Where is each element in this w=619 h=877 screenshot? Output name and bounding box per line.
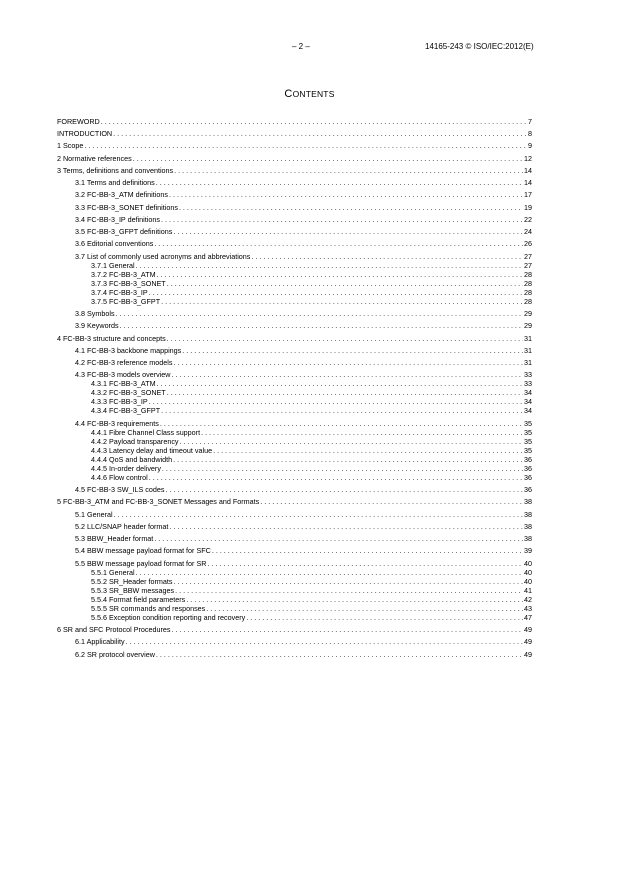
toc-leader-dots bbox=[169, 190, 523, 199]
toc-entry-label: 3.7.5 FC-BB-3_GFPT bbox=[91, 296, 161, 306]
toc-entry-page: 19 bbox=[524, 202, 532, 212]
toc-entry[interactable] bbox=[57, 613, 532, 622]
toc-entry[interactable] bbox=[57, 239, 532, 248]
toc-leader-dots bbox=[186, 595, 523, 604]
toc-leader-dots bbox=[174, 166, 523, 175]
toc-leader-dots bbox=[251, 252, 523, 261]
toc-entry[interactable] bbox=[57, 261, 532, 270]
toc-entry-label: 4.3.3 FC-BB-3_IP bbox=[91, 397, 148, 407]
toc-entry[interactable] bbox=[57, 586, 532, 595]
toc-entry-label: 4.4.3 Latency delay and timeout value bbox=[91, 445, 213, 455]
toc-leader-dots bbox=[136, 568, 523, 577]
toc-entry-label: 3.7.2 FC-BB-3_ATM bbox=[91, 269, 156, 279]
toc-entry-page: 38 bbox=[524, 509, 532, 519]
toc-entry[interactable] bbox=[57, 473, 532, 482]
toc-entry-label: 3.4 FC-BB-3_IP definitions bbox=[75, 214, 160, 224]
toc-leader-dots bbox=[167, 279, 523, 288]
toc-entry-page: 33 bbox=[524, 379, 532, 389]
toc-entry-page: 31 bbox=[524, 345, 532, 355]
toc-entry-label: 5.5.4 Format field parameters bbox=[91, 594, 186, 604]
toc-entry[interactable] bbox=[57, 166, 532, 175]
toc-entry-label: 4.3.2 FC-BB-3_SONET bbox=[91, 388, 166, 398]
toc-entry-label: 5.5 BBW message payload format for SR bbox=[75, 558, 207, 568]
toc-entry-label: 5.5.3 SR_BBW messages bbox=[91, 585, 175, 595]
toc-entry-page: 34 bbox=[524, 406, 532, 416]
toc-entry-page: 14 bbox=[524, 165, 532, 175]
toc-entry-page: 47 bbox=[524, 612, 532, 622]
toc-entry[interactable] bbox=[57, 117, 532, 126]
toc-entry-page: 41 bbox=[524, 585, 532, 595]
toc-entry[interactable] bbox=[57, 446, 532, 455]
toc-entry[interactable] bbox=[57, 270, 532, 279]
toc-entry-page: 38 bbox=[524, 497, 532, 507]
toc-entry-page: 38 bbox=[524, 534, 532, 544]
toc-entry-label: 5.5.1 General bbox=[91, 567, 135, 577]
toc-entry-page: 49 bbox=[524, 637, 532, 647]
toc-leader-dots bbox=[120, 321, 523, 330]
toc-leader-dots bbox=[149, 288, 523, 297]
toc-leader-dots bbox=[136, 261, 523, 270]
toc-entry[interactable] bbox=[57, 190, 532, 199]
toc-entry[interactable] bbox=[57, 388, 532, 397]
toc-entry-label: 4.5 FC-BB-3 SW_ILS codes bbox=[75, 485, 165, 495]
toc-entry[interactable] bbox=[57, 252, 532, 261]
toc-entry-label: 3.3 FC-BB-3_SONET definitions bbox=[75, 202, 178, 212]
toc-leader-dots bbox=[171, 370, 523, 379]
toc-entry-label: 3.1 Terms and definitions bbox=[75, 178, 155, 188]
toc-entry[interactable] bbox=[57, 370, 532, 379]
toc-entry-label: 3.2 FC-BB-3_ATM definitions bbox=[75, 190, 168, 200]
toc-entry-page: 39 bbox=[524, 546, 532, 556]
toc-entry-label: 3.6 Editorial conventions bbox=[75, 239, 154, 249]
toc-leader-dots bbox=[149, 473, 523, 482]
toc-entry-page: 28 bbox=[524, 269, 532, 279]
toc-leader-dots bbox=[156, 650, 523, 659]
toc-entry-page: 36 bbox=[524, 454, 532, 464]
toc-leader-dots bbox=[246, 613, 523, 622]
toc-leader-dots bbox=[175, 586, 523, 595]
toc-leader-dots bbox=[113, 129, 527, 138]
toc-leader-dots bbox=[173, 455, 523, 464]
toc-leader-dots bbox=[173, 227, 523, 236]
toc-entry[interactable] bbox=[57, 288, 532, 297]
toc-leader-dots bbox=[161, 406, 523, 415]
toc-entry-label: 5.5.6 Exception condition reporting and recovery bbox=[91, 612, 246, 622]
toc-entry-page: 24 bbox=[524, 227, 532, 237]
toc-leader-dots bbox=[207, 559, 523, 568]
toc-entry-label: 5.5.2 SR_Header formats bbox=[91, 576, 173, 586]
toc-leader-dots bbox=[206, 604, 523, 613]
toc-entry[interactable] bbox=[57, 455, 532, 464]
toc-entry[interactable] bbox=[57, 464, 532, 473]
toc-leader-dots bbox=[213, 446, 523, 455]
toc-entry-label: 3.9 Keywords bbox=[75, 321, 119, 331]
toc-entry-label: 4.2 FC-BB-3 reference models bbox=[75, 357, 173, 367]
toc-leader-dots bbox=[149, 397, 523, 406]
toc-entry-page: 31 bbox=[524, 333, 532, 343]
toc-leader-dots bbox=[171, 625, 523, 634]
table-of-contents bbox=[57, 117, 532, 659]
toc-leader-dots bbox=[173, 358, 523, 367]
toc-leader-dots bbox=[169, 522, 523, 531]
toc-entry-label: 4.4.1 Fibre Channel Class support bbox=[91, 427, 201, 437]
toc-entry-page: 35 bbox=[524, 445, 532, 455]
toc-entry-label: 5.2 LLC/SNAP header format bbox=[75, 521, 169, 531]
toc-entry-page: 35 bbox=[524, 427, 532, 437]
toc-leader-dots bbox=[179, 203, 523, 212]
toc-entry-page: 27 bbox=[524, 251, 532, 261]
toc-entry-label: 4 FC-BB-3 structure and concepts bbox=[57, 333, 166, 343]
toc-entry-page: 49 bbox=[524, 649, 532, 659]
toc-entry-label: INTRODUCTION bbox=[57, 129, 113, 139]
toc-entry-page: 29 bbox=[524, 321, 532, 331]
toc-entry-page: 27 bbox=[524, 260, 532, 270]
toc-leader-dots bbox=[167, 388, 523, 397]
toc-entry[interactable] bbox=[57, 522, 532, 531]
toc-entry-page: 28 bbox=[524, 296, 532, 306]
toc-entry[interactable] bbox=[57, 650, 532, 659]
toc-entry[interactable] bbox=[57, 406, 532, 415]
toc-entry-page: 42 bbox=[524, 594, 532, 604]
toc-leader-dots bbox=[157, 270, 523, 279]
toc-entry-page: 12 bbox=[524, 153, 532, 163]
toc-entry-label: 4.4 FC-BB-3 requirements bbox=[75, 418, 159, 428]
toc-entry-label: 4.4.2 Payload transparency bbox=[91, 436, 179, 446]
toc-entry-label: 6.1 Applicability bbox=[75, 637, 125, 647]
toc-entry-label: 5.5.5 SR commands and responses bbox=[91, 603, 206, 613]
toc-entry-page: 28 bbox=[524, 287, 532, 297]
toc-entry[interactable] bbox=[57, 379, 532, 388]
toc-entry[interactable] bbox=[57, 559, 532, 568]
toc-entry[interactable] bbox=[57, 203, 532, 212]
toc-entry-label: 3.5 FC-BB-3_GFPT definitions bbox=[75, 227, 173, 237]
toc-entry[interactable] bbox=[57, 346, 532, 355]
toc-entry[interactable] bbox=[57, 279, 532, 288]
toc-entry-page: 40 bbox=[524, 558, 532, 568]
toc-entry-label: 4.3 FC-BB-3 models overview bbox=[75, 370, 171, 380]
toc-entry-label: 6 SR and SFC Protocol Procedures bbox=[57, 625, 171, 635]
toc-entry[interactable] bbox=[57, 437, 532, 446]
toc-entry[interactable] bbox=[57, 637, 532, 646]
toc-entry-page: 34 bbox=[524, 388, 532, 398]
toc-leader-dots bbox=[260, 497, 523, 506]
toc-leader-dots bbox=[154, 534, 523, 543]
toc-entry[interactable] bbox=[57, 546, 532, 555]
toc-entry-label: 2 Normative references bbox=[57, 153, 132, 163]
toc-leader-dots bbox=[157, 379, 523, 388]
toc-entry-page: 17 bbox=[524, 190, 532, 200]
toc-entry[interactable] bbox=[57, 510, 532, 519]
toc-leader-dots bbox=[165, 485, 523, 494]
toc-entry-page: 40 bbox=[524, 576, 532, 586]
toc-leader-dots bbox=[161, 297, 523, 306]
toc-entry-page: 33 bbox=[524, 370, 532, 380]
toc-leader-dots bbox=[160, 419, 523, 428]
toc-entry-label: 4.1 FC-BB-3 backbone mappings bbox=[75, 345, 182, 355]
toc-entry[interactable] bbox=[57, 141, 532, 150]
toc-entry-page: 9 bbox=[528, 141, 532, 151]
toc-entry-page: 36 bbox=[524, 472, 532, 482]
toc-entry[interactable] bbox=[57, 297, 532, 306]
toc-entry[interactable] bbox=[57, 129, 532, 138]
toc-leader-dots bbox=[212, 546, 523, 555]
toc-entry-label: 1 Scope bbox=[57, 141, 84, 151]
toc-leader-dots bbox=[174, 577, 524, 586]
toc-leader-dots bbox=[126, 637, 523, 646]
toc-leader-dots bbox=[84, 141, 527, 150]
toc-entry[interactable] bbox=[57, 604, 532, 613]
toc-entry[interactable] bbox=[57, 321, 532, 330]
toc-entry-label: 4.4.4 QoS and bandwidth bbox=[91, 454, 173, 464]
toc-entry[interactable] bbox=[57, 334, 532, 343]
toc-leader-dots bbox=[167, 334, 523, 343]
toc-entry[interactable] bbox=[57, 534, 532, 543]
toc-entry-label: 5.1 General bbox=[75, 509, 113, 519]
toc-entry-label: 4.4.5 In-order delivery bbox=[91, 463, 161, 473]
toc-entry[interactable] bbox=[57, 358, 532, 367]
toc-entry[interactable] bbox=[57, 497, 532, 506]
toc-leader-dots bbox=[161, 215, 523, 224]
toc-entry-page: 7 bbox=[528, 117, 532, 126]
toc-entry-page: 29 bbox=[524, 309, 532, 319]
toc-entry-page: 28 bbox=[524, 278, 532, 288]
toc-leader-dots bbox=[116, 309, 523, 318]
toc-leader-dots bbox=[156, 178, 523, 187]
toc-entry-label: 4.3.1 FC-BB-3_ATM bbox=[91, 379, 156, 389]
toc-entry-page: 36 bbox=[524, 463, 532, 473]
toc-leader-dots bbox=[182, 346, 523, 355]
toc-entry-page: 14 bbox=[524, 178, 532, 188]
toc-entry-label: 3.7.3 FC-BB-3_SONET bbox=[91, 278, 166, 288]
toc-entry[interactable] bbox=[57, 595, 532, 604]
toc-leader-dots bbox=[180, 437, 523, 446]
toc-entry-page: 38 bbox=[524, 521, 532, 531]
toc-entry-page: 22 bbox=[524, 214, 532, 224]
toc-leader-dots bbox=[154, 239, 523, 248]
toc-entry-label: 3.7 List of commonly used acronyms and abbreviations bbox=[75, 251, 251, 261]
toc-entry[interactable] bbox=[57, 178, 532, 187]
toc-entry-page: 8 bbox=[528, 129, 532, 139]
toc-entry-label: 3.7.4 FC-BB-3_IP bbox=[91, 287, 148, 297]
toc-entry-label: 6.2 SR protocol overview bbox=[75, 649, 155, 659]
toc-entry[interactable] bbox=[57, 227, 532, 236]
toc-entry-label: 3.8 Symbols bbox=[75, 309, 115, 319]
toc-entry[interactable] bbox=[57, 428, 532, 437]
toc-entry-label: 5.3 BBW_Header format bbox=[75, 534, 154, 544]
page-header bbox=[0, 42, 619, 54]
toc-entry[interactable] bbox=[57, 625, 532, 634]
toc-leader-dots bbox=[201, 428, 523, 437]
toc-entry[interactable] bbox=[57, 568, 532, 577]
toc-entry-label: 5.4 BBW message payload format for SFC bbox=[75, 546, 211, 556]
toc-entry-page: 43 bbox=[524, 603, 532, 613]
contents-title: CONTENTS bbox=[284, 88, 335, 100]
page-number: – 2 – bbox=[292, 42, 310, 51]
toc-entry-label: 4.3.4 FC-BB-3_GFPT bbox=[91, 406, 161, 416]
toc-entry[interactable] bbox=[57, 215, 532, 224]
toc-entry[interactable] bbox=[57, 397, 532, 406]
toc-entry-page: 36 bbox=[524, 485, 532, 495]
toc-leader-dots bbox=[162, 464, 523, 473]
toc-entry-page: 35 bbox=[524, 418, 532, 428]
toc-entry-label: 3 Terms, definitions and conventions bbox=[57, 165, 174, 175]
toc-entry-page: 49 bbox=[524, 625, 532, 635]
toc-leader-dots bbox=[101, 117, 527, 126]
toc-entry-label: FOREWORD bbox=[57, 117, 100, 126]
toc-entry[interactable] bbox=[57, 309, 532, 318]
toc-entry[interactable] bbox=[57, 154, 532, 163]
toc-entry[interactable] bbox=[57, 419, 532, 428]
toc-entry[interactable] bbox=[57, 485, 532, 494]
toc-entry-page: 40 bbox=[524, 567, 532, 577]
toc-entry-page: 31 bbox=[524, 357, 532, 367]
document-id: 14165-243 © ISO/IEC:2012(E) bbox=[425, 42, 534, 51]
toc-leader-dots bbox=[133, 154, 523, 163]
toc-leader-dots bbox=[114, 510, 523, 519]
toc-entry-label: 5 FC-BB-3_ATM and FC-BB-3_SONET Messages and Formats bbox=[57, 497, 260, 507]
toc-entry[interactable] bbox=[57, 577, 532, 586]
toc-entry-page: 26 bbox=[524, 239, 532, 249]
toc-entry-label: 3.7.1 General bbox=[91, 260, 135, 270]
toc-entry-page: 35 bbox=[524, 436, 532, 446]
toc-entry-page: 34 bbox=[524, 397, 532, 407]
toc-entry-label: 4.4.6 Flow control bbox=[91, 472, 148, 482]
